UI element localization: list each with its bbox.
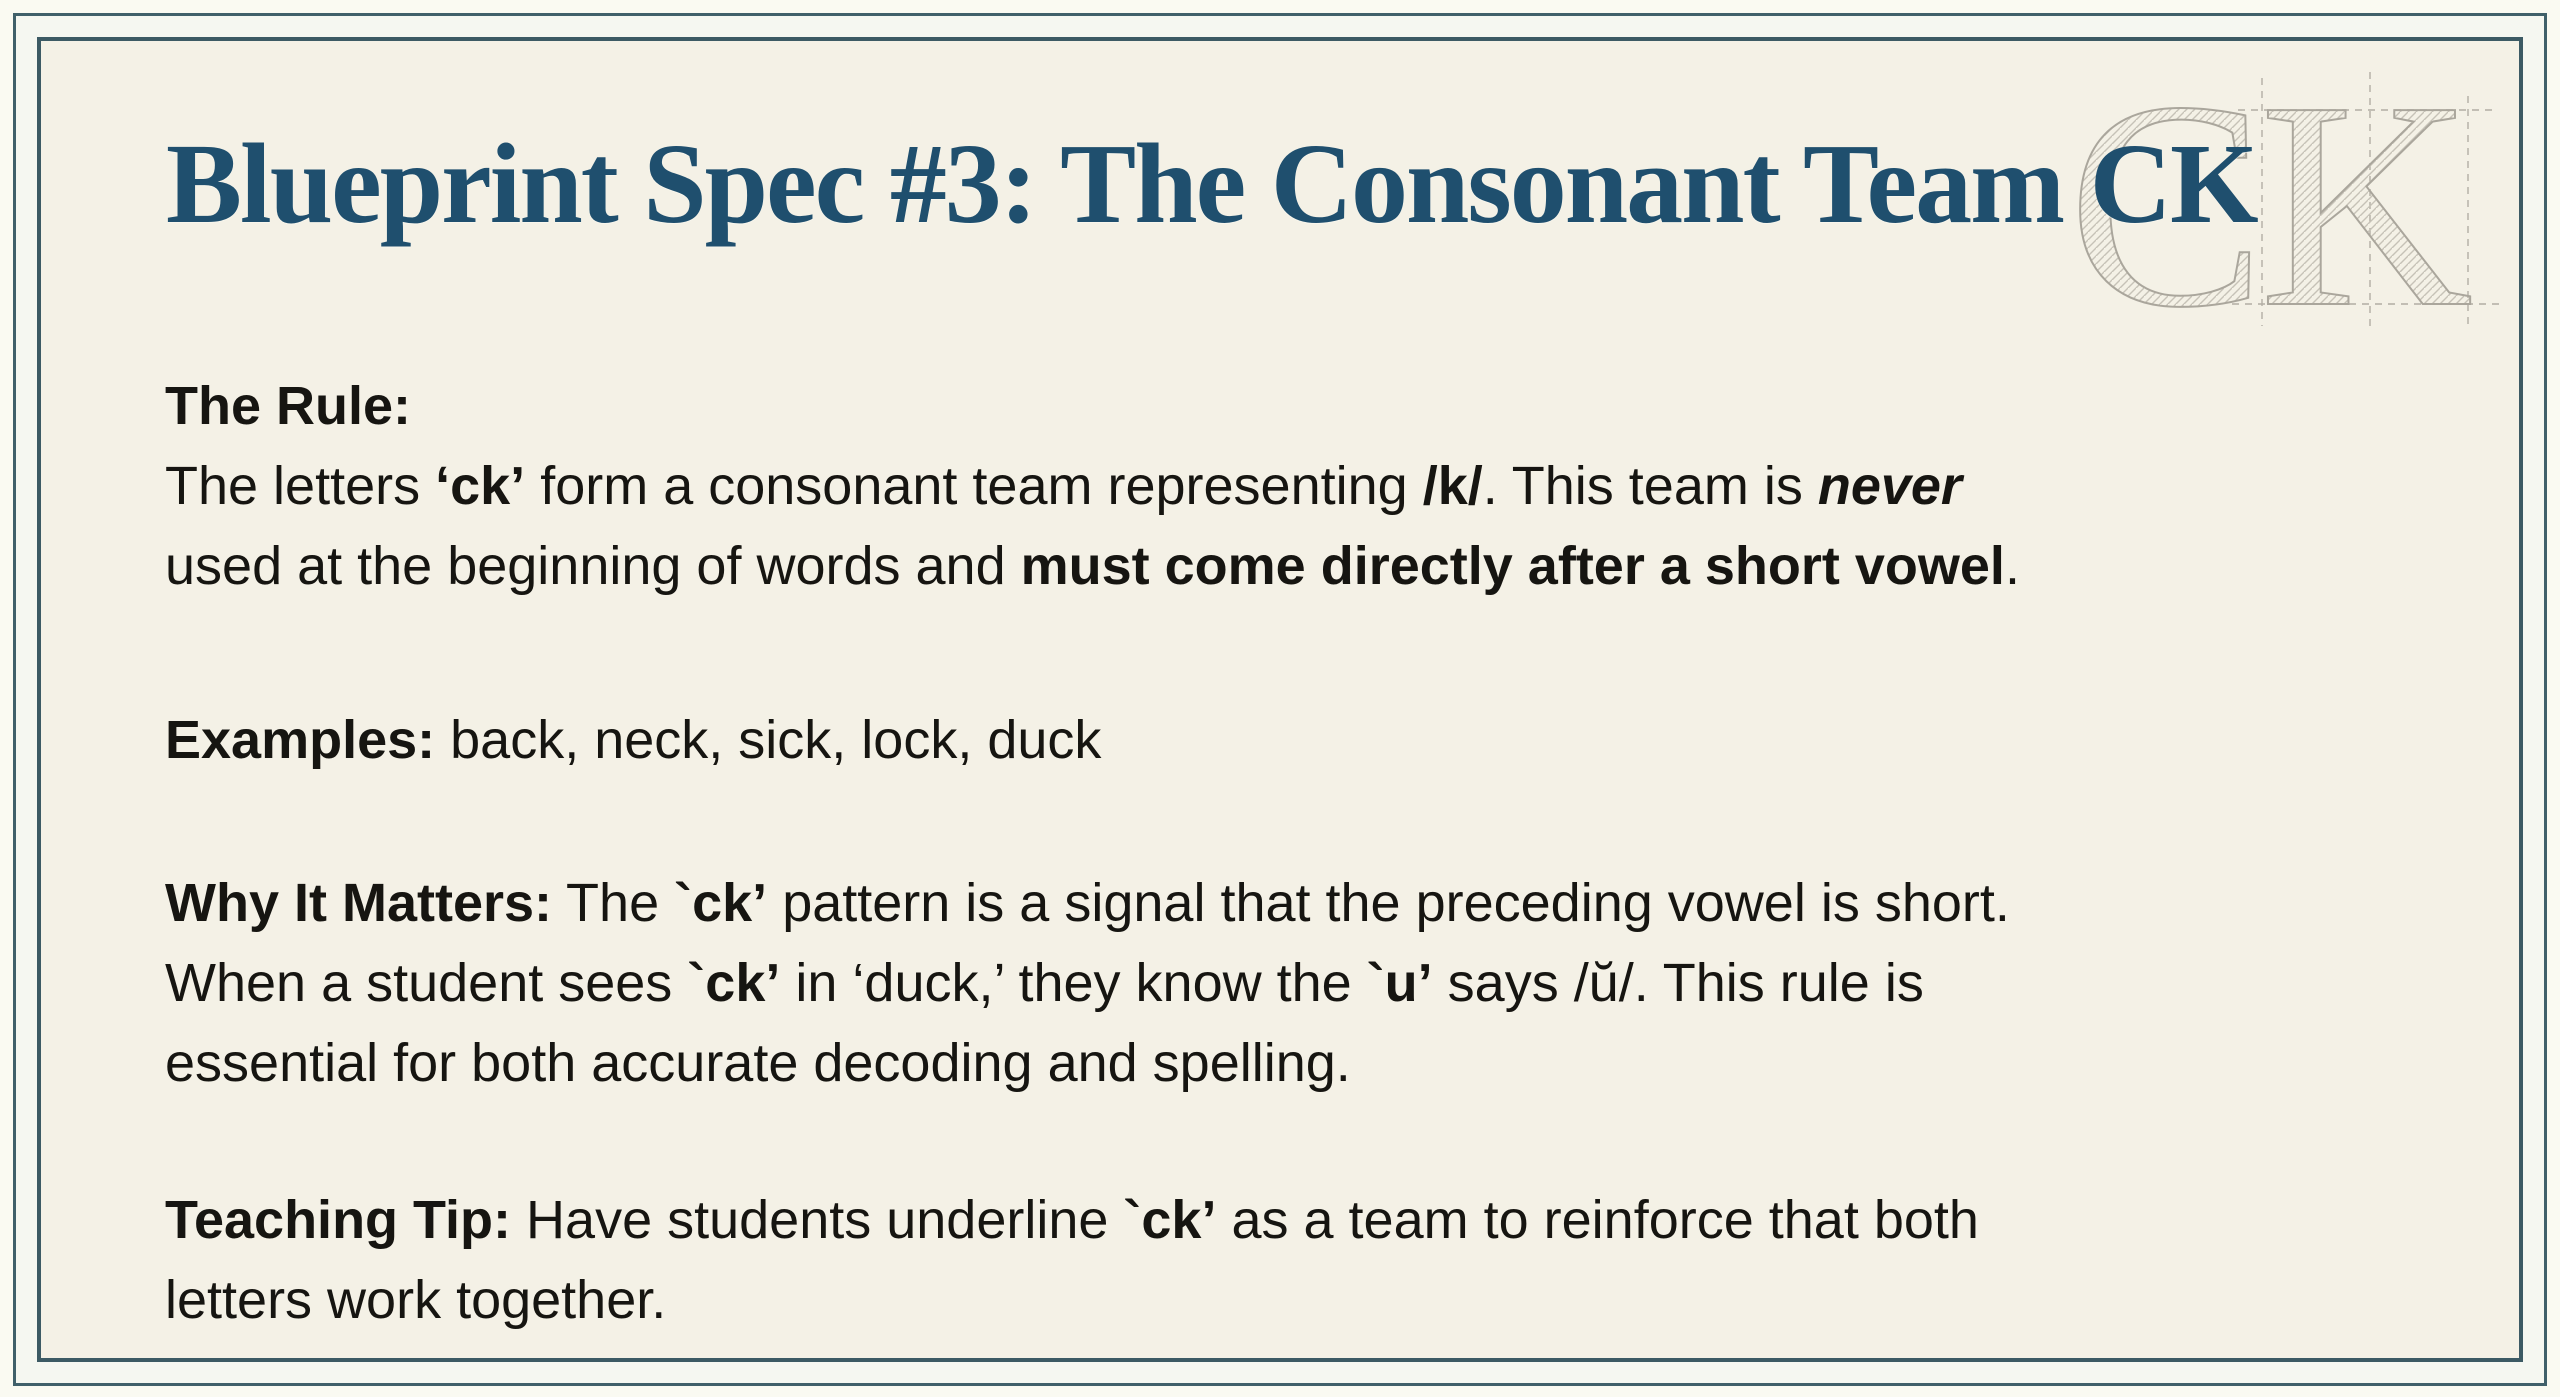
text-segment: `ck’ xyxy=(687,953,781,1013)
text-line xyxy=(165,943,2435,1023)
content xyxy=(165,366,2435,1340)
text-segment: never xyxy=(1817,456,1962,516)
section-teaching-tip xyxy=(165,1180,2435,1340)
text-segment: Have students underline xyxy=(511,1190,1124,1250)
text-segment: ‘ck’ xyxy=(435,456,526,516)
text-segment: form a consonant team representing xyxy=(525,456,1423,516)
watermark-letters: CK xyxy=(2068,72,2468,332)
text-line xyxy=(165,1260,2435,1340)
text-line xyxy=(165,366,2435,446)
text-segment: `ck’ xyxy=(674,873,768,933)
text-segment: /k/ xyxy=(1422,456,1483,516)
section-rule xyxy=(165,366,2435,606)
text-line xyxy=(165,1023,2435,1103)
text-segment: in ‘duck,’ they know the xyxy=(780,953,1367,1013)
text-segment: says /ŭ/. This rule is xyxy=(1432,953,1924,1013)
text-segment: Teaching Tip: xyxy=(165,1190,512,1250)
text-segment: Examples: xyxy=(165,710,436,770)
section-why-it-matters xyxy=(165,863,2435,1103)
text-line xyxy=(165,1180,2435,1260)
text-segment: letters work together. xyxy=(165,1270,667,1330)
text-line xyxy=(165,526,2435,606)
text-segment: The letters xyxy=(165,456,436,516)
section-examples xyxy=(165,700,2435,780)
text-segment: must come directly after a short vowel xyxy=(1020,536,2005,596)
text-segment: When a student sees xyxy=(165,953,688,1013)
text-segment: . xyxy=(2004,536,2020,596)
text-segment: used at the beginning of words and xyxy=(165,536,1021,596)
text-segment: essential for both accurate decoding and spelling. xyxy=(165,1033,1351,1093)
text-segment: The Rule: xyxy=(165,376,412,436)
text-segment: The xyxy=(552,873,675,933)
text-segment: `ck’ xyxy=(1123,1190,1217,1250)
text-line xyxy=(165,446,2435,526)
text-segment: . This team is xyxy=(1482,456,1818,516)
text-line xyxy=(165,700,2435,780)
text-segment: `u’ xyxy=(1366,953,1433,1013)
text-segment: Why It Matters: xyxy=(165,873,553,933)
text-line xyxy=(165,863,2435,943)
text-segment: as a team to reinforce that both xyxy=(1216,1190,1979,1250)
text-segment: back, neck, sick, lock, duck xyxy=(435,710,1102,770)
text-segment: pattern is a signal that the preceding vowel is short. xyxy=(767,873,2010,933)
page-title: Blueprint Spec #3: The Consonant Team CK xyxy=(166,120,2257,247)
